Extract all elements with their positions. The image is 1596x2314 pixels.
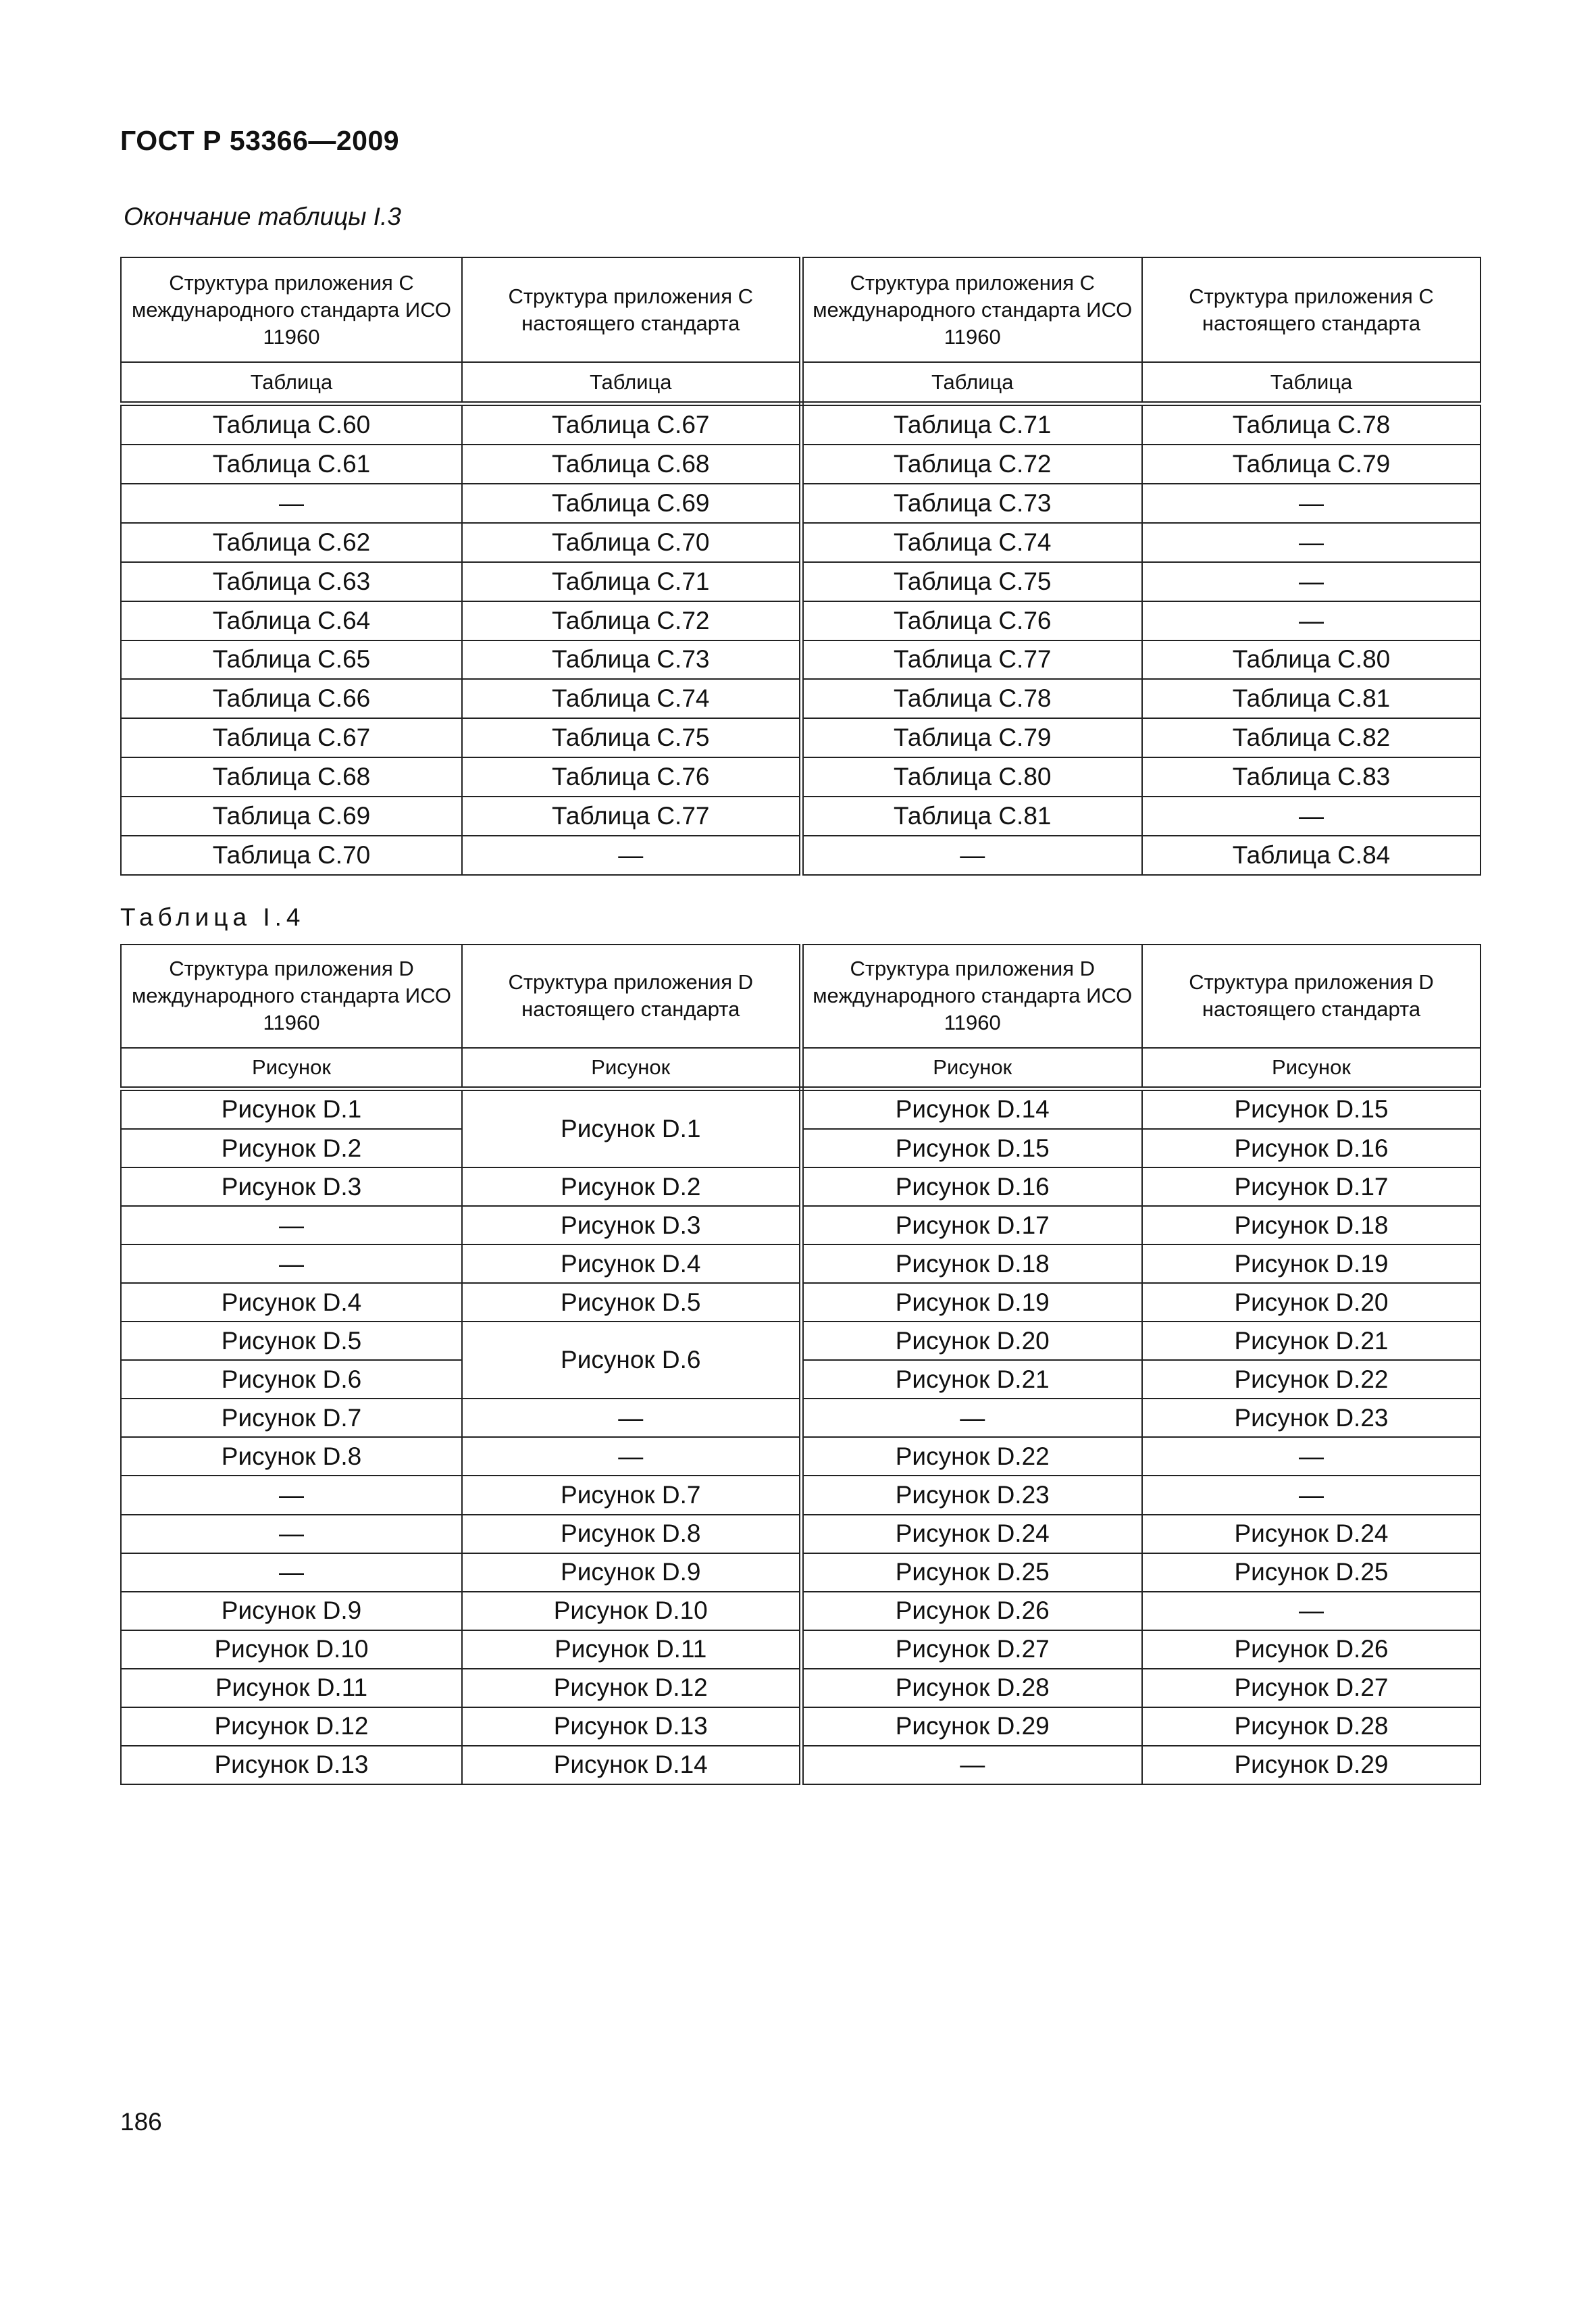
- table-cell: Рисунок D.24: [801, 1515, 1142, 1553]
- table-cell: Рисунок D.11: [121, 1669, 462, 1707]
- table-cell: —: [121, 1244, 462, 1283]
- table-row: [121, 1592, 1481, 1630]
- table-cell: Таблица С.81: [1142, 679, 1481, 718]
- table-cell: Таблица С.73: [801, 484, 1142, 523]
- table-cell: Рисунок D.18: [801, 1244, 1142, 1283]
- table-cell: Таблица С.68: [462, 445, 801, 484]
- table-row: [121, 1515, 1481, 1553]
- table-cell: Рисунок D.29: [801, 1707, 1142, 1746]
- subheader-cell: Рисунок: [801, 1048, 1142, 1089]
- table-row: [121, 1437, 1481, 1476]
- table-cell: Рисунок D.9: [121, 1592, 462, 1630]
- table-row: [121, 404, 1481, 445]
- table-i3-caption: Окончание таблицы I.3: [124, 203, 401, 230]
- table-i3-body: [121, 404, 1481, 875]
- table-row: [121, 1129, 1481, 1167]
- table-cell: Рисунок D.2: [462, 1167, 801, 1206]
- table-cell: Рисунок D.14: [462, 1746, 801, 1784]
- header-cell: Структура приложения С настоящего стандарта: [1142, 257, 1481, 362]
- table-cell: Рисунок D.15: [801, 1129, 1142, 1167]
- table-cell: Рисунок D.1: [121, 1088, 462, 1129]
- subheader-cell: Таблица: [462, 362, 801, 404]
- table-subheader-row: [121, 1048, 1481, 1089]
- table-cell: Рисунок D.16: [1142, 1129, 1481, 1167]
- table-cell: Рисунок D.22: [801, 1437, 1142, 1476]
- table-cell: Рисунок D.7: [121, 1399, 462, 1437]
- table-row: [121, 718, 1481, 757]
- table-cell: Рисунок D.27: [1142, 1669, 1481, 1707]
- table-cell: Таблица С.74: [462, 679, 801, 718]
- table-cell: Таблица С.63: [121, 562, 462, 601]
- table-i4-caption: Таблица I.4: [120, 903, 305, 931]
- table-cell: Рисунок D.3: [462, 1206, 801, 1244]
- subheader-cell: Таблица: [121, 362, 462, 404]
- table-row: [121, 1283, 1481, 1322]
- table-cell: Рисунок D.26: [801, 1592, 1142, 1630]
- table-cell: —: [462, 1437, 801, 1476]
- table-i3: [120, 257, 1481, 876]
- table-cell: Рисунок D.10: [121, 1630, 462, 1669]
- table-cell: Таблица С.79: [1142, 445, 1481, 484]
- table-cell: Рисунок D.17: [1142, 1167, 1481, 1206]
- subheader-cell: Рисунок: [1142, 1048, 1481, 1089]
- table-cell: Таблица С.60: [121, 404, 462, 445]
- table-cell: Рисунок D.21: [801, 1360, 1142, 1399]
- table-cell: Рисунок D.29: [1142, 1746, 1481, 1784]
- table-cell: Таблица С.80: [801, 757, 1142, 797]
- table-cell: Рисунок D.23: [1142, 1399, 1481, 1437]
- table-cell: Рисунок D.17: [801, 1206, 1142, 1244]
- table-cell: —: [801, 1746, 1142, 1784]
- table-cell: Рисунок D.20: [1142, 1283, 1481, 1322]
- table-cell: Таблица С.70: [121, 836, 462, 875]
- table-cell: —: [462, 1399, 801, 1437]
- table-cell: Рисунок D.20: [801, 1322, 1142, 1360]
- table-cell: Таблица С.73: [462, 640, 801, 680]
- table-cell: —: [1142, 797, 1481, 836]
- table-cell: Рисунок D.27: [801, 1630, 1142, 1669]
- table-row: [121, 1322, 1481, 1360]
- header-cell: Структура приложения D настоящего стандарта: [462, 945, 801, 1048]
- table-cell: —: [121, 1476, 462, 1514]
- table-row: [121, 836, 1481, 875]
- table-header-row: [121, 257, 1481, 362]
- table-cell: —: [1142, 523, 1481, 562]
- table-cell: Таблица С.74: [801, 523, 1142, 562]
- table-cell: Рисунок D.11: [462, 1630, 801, 1669]
- table-cell: Рисунок D.2: [121, 1129, 462, 1167]
- table-cell: Рисунок D.4: [462, 1244, 801, 1283]
- table-row: [121, 1553, 1481, 1592]
- table-row: [121, 562, 1481, 601]
- table-row: [121, 484, 1481, 523]
- table-cell: Таблица С.75: [801, 562, 1142, 601]
- table-cell: Таблица С.76: [801, 601, 1142, 640]
- table-row: [121, 797, 1481, 836]
- table-row: [121, 679, 1481, 718]
- table-cell: Рисунок D.1: [462, 1088, 801, 1167]
- table-row: [121, 523, 1481, 562]
- document-title: ГОСТ Р 53366—2009: [120, 125, 400, 156]
- table-cell: Таблица С.67: [462, 404, 801, 445]
- table-cell: —: [1142, 1476, 1481, 1514]
- table-cell: Рисунок D.19: [1142, 1244, 1481, 1283]
- header-cell: Структура приложения С настоящего стандарта: [462, 257, 801, 362]
- table-row: [121, 1746, 1481, 1784]
- header-cell: Структура приложения D международного стандарта ИСО 11960: [801, 945, 1142, 1048]
- table-row: [121, 1167, 1481, 1206]
- table-cell: Таблица С.77: [801, 640, 1142, 680]
- table-cell: Рисунок D.22: [1142, 1360, 1481, 1399]
- table-row: [121, 1244, 1481, 1283]
- table-cell: Таблица С.77: [462, 797, 801, 836]
- table-cell: Таблица С.64: [121, 601, 462, 640]
- table-cell: —: [801, 836, 1142, 875]
- table-cell: Таблица С.76: [462, 757, 801, 797]
- table-cell: Таблица С.65: [121, 640, 462, 680]
- table-cell: Рисунок D.26: [1142, 1630, 1481, 1669]
- table-i4: [120, 944, 1481, 1785]
- table-cell: Рисунок D.25: [801, 1553, 1142, 1592]
- table-cell: Таблица С.81: [801, 797, 1142, 836]
- table-row: [121, 1669, 1481, 1707]
- table-cell: Рисунок D.12: [121, 1707, 462, 1746]
- table-cell: Рисунок D.21: [1142, 1322, 1481, 1360]
- table-cell: Рисунок D.8: [462, 1515, 801, 1553]
- table-row: [121, 1707, 1481, 1746]
- table-cell: —: [121, 1515, 462, 1553]
- table-cell: Рисунок D.25: [1142, 1553, 1481, 1592]
- header-cell: Структура приложения D настоящего стандарта: [1142, 945, 1481, 1048]
- table-cell: —: [462, 836, 801, 875]
- table-cell: Рисунок D.28: [1142, 1707, 1481, 1746]
- table-cell: Таблица С.78: [801, 679, 1142, 718]
- table-row: [121, 445, 1481, 484]
- table-cell: Таблица С.66: [121, 679, 462, 718]
- table-row: [121, 601, 1481, 640]
- table-cell: Рисунок D.6: [121, 1360, 462, 1399]
- table-cell: Таблица С.79: [801, 718, 1142, 757]
- table-row: [121, 1630, 1481, 1669]
- table-cell: Рисунок D.13: [462, 1707, 801, 1746]
- table-row: [121, 1360, 1481, 1399]
- table-cell: Таблица С.67: [121, 718, 462, 757]
- table-cell: Таблица С.69: [121, 797, 462, 836]
- table-cell: Рисунок D.4: [121, 1283, 462, 1322]
- table-cell: Рисунок D.6: [462, 1322, 801, 1399]
- header-cell: Структура приложения С международного стандарта ИСО 11960: [121, 257, 462, 362]
- table-cell: —: [121, 484, 462, 523]
- table-cell: Таблица С.82: [1142, 718, 1481, 757]
- table-row: [121, 1399, 1481, 1437]
- table-i4-body: [121, 1088, 1481, 1784]
- subheader-cell: Таблица: [801, 362, 1142, 404]
- subheader-cell: Таблица: [1142, 362, 1481, 404]
- table-cell: —: [801, 1399, 1142, 1437]
- table-cell: Таблица С.62: [121, 523, 462, 562]
- table-cell: Рисунок D.5: [462, 1283, 801, 1322]
- table-cell: Рисунок D.18: [1142, 1206, 1481, 1244]
- table-cell: —: [121, 1206, 462, 1244]
- table-cell: Таблица С.83: [1142, 757, 1481, 797]
- table-cell: Рисунок D.24: [1142, 1515, 1481, 1553]
- table-cell: Рисунок D.3: [121, 1167, 462, 1206]
- table-row: [121, 1476, 1481, 1514]
- table-cell: Таблица С.69: [462, 484, 801, 523]
- table-cell: —: [1142, 1437, 1481, 1476]
- header-cell: Структура приложения С международного стандарта ИСО 11960: [801, 257, 1142, 362]
- table-cell: —: [1142, 601, 1481, 640]
- table-cell: Рисунок D.13: [121, 1746, 462, 1784]
- table-row: [121, 1088, 1481, 1129]
- table-cell: Рисунок D.19: [801, 1283, 1142, 1322]
- table-cell: Таблица С.70: [462, 523, 801, 562]
- table-cell: Рисунок D.12: [462, 1669, 801, 1707]
- table-cell: Таблица С.72: [801, 445, 1142, 484]
- table-cell: Рисунок D.5: [121, 1322, 462, 1360]
- table-cell: Таблица С.72: [462, 601, 801, 640]
- table-cell: —: [1142, 484, 1481, 523]
- table-cell: Рисунок D.16: [801, 1167, 1142, 1206]
- table-row: [121, 1206, 1481, 1244]
- header-cell: Структура приложения D международного стандарта ИСО 11960: [121, 945, 462, 1048]
- table-header-row: [121, 945, 1481, 1048]
- table-cell: Рисунок D.8: [121, 1437, 462, 1476]
- subheader-cell: Рисунок: [121, 1048, 462, 1089]
- table-cell: Таблица С.80: [1142, 640, 1481, 680]
- table-cell: Рисунок D.9: [462, 1553, 801, 1592]
- page-number: 186: [120, 2108, 162, 2136]
- table-subheader-row: [121, 362, 1481, 404]
- table-cell: Рисунок D.28: [801, 1669, 1142, 1707]
- table-cell: —: [1142, 1592, 1481, 1630]
- table-cell: Рисунок D.15: [1142, 1088, 1481, 1129]
- table-cell: Таблица С.71: [801, 404, 1142, 445]
- table-row: [121, 757, 1481, 797]
- table-cell: Рисунок D.14: [801, 1088, 1142, 1129]
- table-cell: Таблица С.71: [462, 562, 801, 601]
- table-cell: Рисунок D.23: [801, 1476, 1142, 1514]
- table-cell: Рисунок D.10: [462, 1592, 801, 1630]
- table-cell: Таблица С.75: [462, 718, 801, 757]
- table-cell: Рисунок D.7: [462, 1476, 801, 1514]
- table-cell: Таблица С.68: [121, 757, 462, 797]
- table-cell: —: [121, 1553, 462, 1592]
- table-cell: Таблица С.78: [1142, 404, 1481, 445]
- table-cell: Таблица С.61: [121, 445, 462, 484]
- table-row: [121, 640, 1481, 680]
- table-cell: Таблица С.84: [1142, 836, 1481, 875]
- subheader-cell: Рисунок: [462, 1048, 801, 1089]
- table-cell: —: [1142, 562, 1481, 601]
